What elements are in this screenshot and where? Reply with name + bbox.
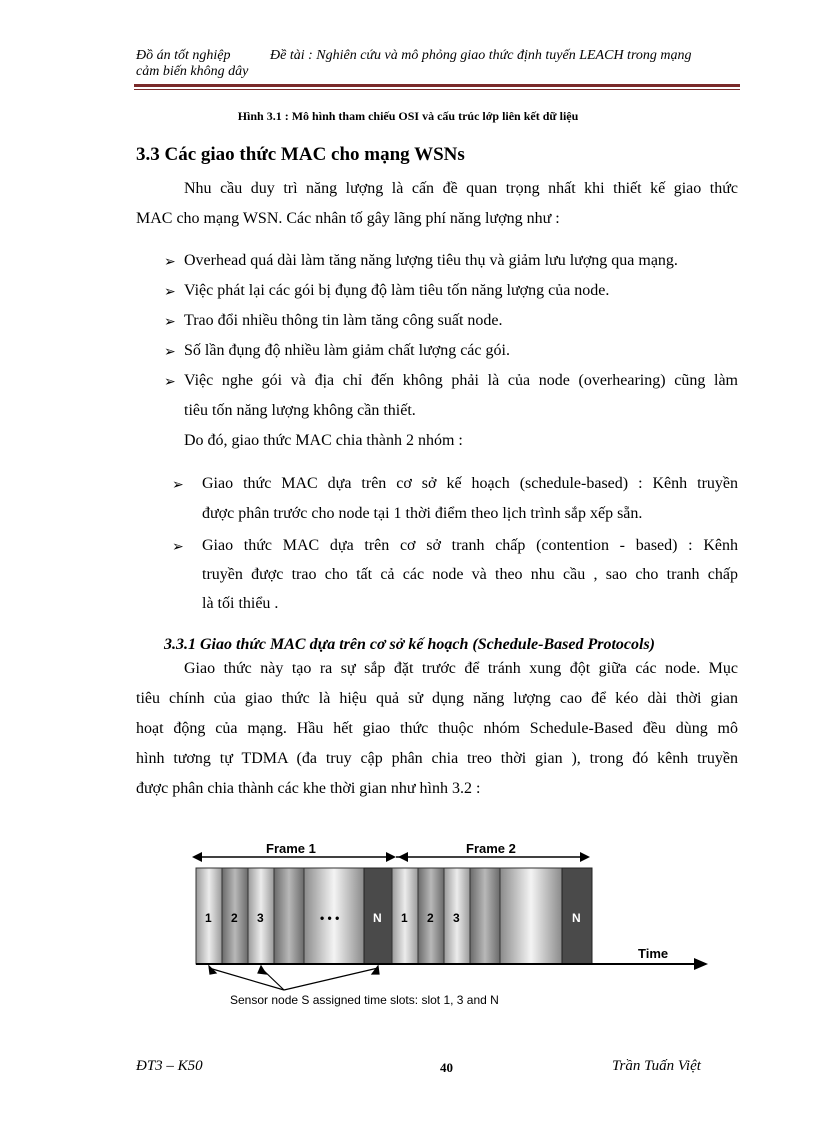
groups-intro: Do đó, giao thức MAC chia thành 2 nhóm : <box>184 432 463 449</box>
slot-label: N <box>572 911 581 925</box>
slot-label: 3 <box>257 911 264 925</box>
bullet-arrow-icon: ➢ <box>172 540 184 555</box>
intro-line-1: Nhu cầu duy trì năng lượng là cấn đề quan trọng nhất khi thiết kế giao thức <box>184 180 738 197</box>
group-item-contention-cont: truyền được trao cho tất cả các node và theo nhu cầu , sao cho tranh chấp <box>202 566 738 583</box>
slot-label: 2 <box>427 911 434 925</box>
bullet-arrow-icon: ➢ <box>164 375 176 390</box>
slot-label: N <box>373 911 382 925</box>
intro-line-2: MAC cho mạng WSN. Các nhân tố gây lãng phí năng lượng như : <box>136 210 560 227</box>
frame-2-label: Frame 2 <box>466 841 516 856</box>
frame-2-slots <box>392 868 592 964</box>
section-title: 3.3 Các giao thức MAC cho mạng WSNs <box>136 144 465 165</box>
bullet-item: Trao đổi nhiều thông tin làm tăng công suất node. <box>184 312 503 329</box>
frame-arrows <box>192 852 590 862</box>
bullet-arrow-icon: ➢ <box>172 478 184 493</box>
header-rule-thin <box>134 89 740 90</box>
tdma-frame-figure <box>186 834 718 1012</box>
slot-label-ellipsis: • • • <box>320 911 340 925</box>
slot-label: 2 <box>231 911 238 925</box>
paragraph-line: được phân chia thành các khe thời gian như hình 3.2 : <box>136 780 481 797</box>
slot <box>470 868 500 964</box>
bullet-arrow-icon: ➢ <box>164 345 176 360</box>
figure-caption-3-2: Sensor node S assigned time slots: slot 1, 3 and N <box>230 993 499 1007</box>
bullet-item: Việc nghe gói và địa chỉ đến không phải là của node (overhearing) cũng làm <box>184 372 738 389</box>
slot-label: 1 <box>401 911 408 925</box>
header-project-label: Đồ án tốt nghiệp <box>136 48 231 63</box>
group-item-schedule: Giao thức MAC dựa trên cơ sở kế hoạch (schedule-based) : Kênh truyền <box>202 475 738 492</box>
header-project-label-cont: cảm biến không dây <box>136 64 249 79</box>
group-item-contention: Giao thức MAC dựa trên cơ sở tranh chấp (contention - based) : Kênh <box>202 537 738 554</box>
paragraph-line: Giao thức này tạo ra sự sắp đặt trước để tránh xung đột giữa các node. Mục <box>184 660 738 677</box>
slot-label: 3 <box>453 911 460 925</box>
group-item-contention-cont: là tối thiểu . <box>202 595 279 612</box>
paragraph-line: hoạt động của mạng. Hầu hết giao thức thuộc nhóm Schedule-Based đều dùng mô <box>136 720 738 737</box>
figure-caption-3-1: Hình 3.1 : Mô hình tham chiếu OSI và cấu trúc lớp liên kết dữ liệu <box>237 109 579 123</box>
paragraph-line: tiêu chính của giao thức là hiệu quả sử dụng năng lượng cao để kéo dài thời gian <box>136 690 738 707</box>
bullet-item-cont: tiêu tốn năng lượng không cần thiết. <box>184 402 416 419</box>
bullet-item: Số lần đụng độ nhiều làm giảm chất lượng các gói. <box>184 342 510 359</box>
bullet-arrow-icon: ➢ <box>164 255 176 270</box>
bullet-arrow-icon: ➢ <box>164 315 176 330</box>
footer-author: Trần Tuấn Việt <box>612 1058 701 1074</box>
footer-class: ĐT3 – K50 <box>136 1058 203 1074</box>
group-item-schedule-cont: được phân trước cho node tại 1 thời điểm theo lịch trình sắp xếp sẵn. <box>202 505 643 522</box>
slot <box>500 868 562 964</box>
bullet-item: Việc phát lại các gói bị đụng độ làm tiêu tốn năng lượng của node. <box>184 282 610 299</box>
subsection-title: 3.3.1 Giao thức MAC dựa trên cơ sở kế hoạch (Schedule-Based Protocols) <box>164 636 656 653</box>
slot-label: 1 <box>205 911 212 925</box>
bullet-item: Overhead quá dài làm tăng năng lượng tiêu thụ và giảm lưu lượng qua mạng. <box>184 252 678 269</box>
header-rule-thick <box>134 84 740 87</box>
frame-1-label: Frame 1 <box>266 841 316 856</box>
slot-pointer-lines <box>209 966 379 990</box>
header-topic: Đề tài : Nghiên cứu và mô phỏng giao thức định tuyến LEACH trong mạng <box>270 48 692 63</box>
paragraph-line: hình tương tự TDMA (đa truy cập phân chia treo thời gian ), trong đó kênh truyền <box>136 750 738 767</box>
slot <box>274 868 304 964</box>
frame-1-slots <box>196 868 392 964</box>
time-label: Time <box>638 946 669 961</box>
page-number: 40 <box>440 1060 453 1075</box>
bullet-arrow-icon: ➢ <box>164 285 176 300</box>
